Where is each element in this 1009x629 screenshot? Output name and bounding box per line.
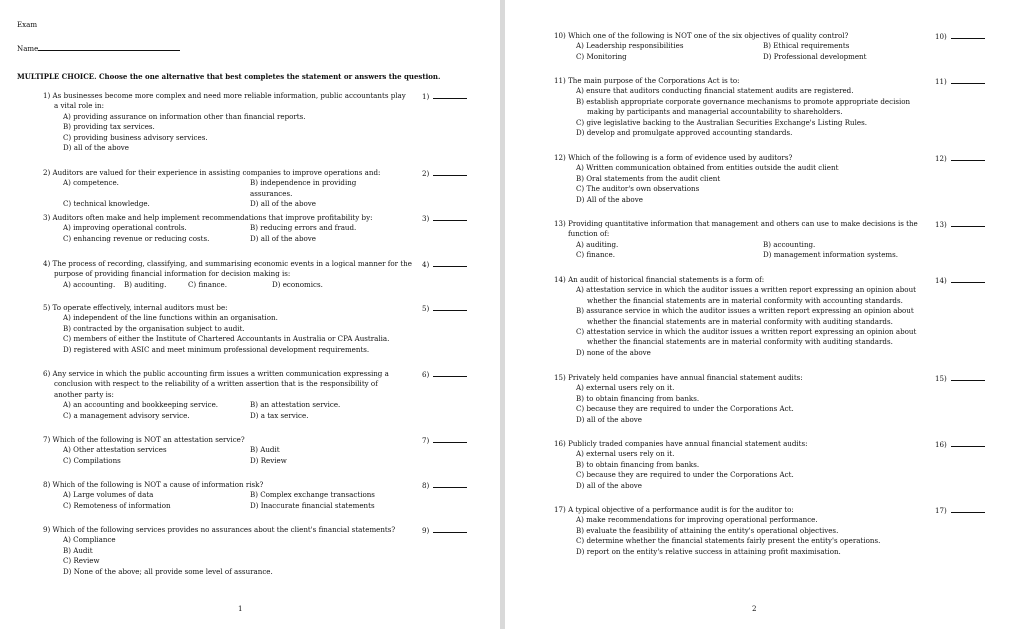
name-label: Name [17, 44, 39, 53]
option-c[interactable]: C) because they are required to under the Corporations Act. [576, 404, 794, 414]
option-a[interactable]: A) Leadership responsibilities [576, 41, 684, 51]
answer-blank[interactable] [433, 259, 467, 267]
option-d[interactable]: D) all of the above [250, 233, 317, 243]
option-a[interactable]: A) an accounting and bookkeeping service. [63, 400, 219, 410]
answer-slot-7: 7) [422, 435, 467, 446]
option-c[interactable]: C) because they are required to under the Corporations Act. [576, 470, 794, 480]
option-d[interactable]: D) develop and promulgate approved accounting standards. [576, 128, 793, 138]
option-a[interactable]: A) external users rely on it. [576, 449, 675, 459]
option-d[interactable]: D) None of the above; all provide some level of assurance. [63, 566, 273, 576]
question-stem: 11) The main purpose of the Corporations Act is to: [554, 76, 740, 85]
question-2 [43, 168, 423, 210]
question-stem: 7) Which of the following is NOT an attestation service? [43, 435, 245, 444]
question-6 [43, 369, 403, 421]
option-b[interactable]: B) evaluate the feasibility of attaining the entity's operational objectives. [576, 525, 839, 535]
question-4 [43, 259, 415, 290]
answer-slot-8: 8) [422, 480, 467, 491]
option-a[interactable]: A) make recommendations for improving operational performance. [576, 515, 818, 525]
option-c[interactable]: C) enhancing revenue or reducing costs. [63, 233, 210, 243]
exam-page-1 [0, 0, 500, 629]
question-stem: 8) Which of the following is NOT a cause of information risk? [43, 480, 264, 489]
answer-blank[interactable] [951, 275, 985, 283]
question-1 [43, 91, 411, 153]
option-b[interactable]: B) to obtain financing from banks. [576, 393, 700, 403]
answer-blank[interactable] [433, 480, 467, 488]
option-a[interactable]: A) ensure that auditors conducting financial statement audits are registered. [576, 86, 854, 96]
option-a[interactable]: A) improving operational controls. [63, 223, 187, 233]
instructions: MULTIPLE CHOICE. Choose the one alternative that best completes the statement or answers the question. [17, 72, 441, 81]
option-b[interactable]: B) accounting. [763, 239, 816, 249]
option-c[interactable]: C) determine whether the financial statements fairly present the entity's operations. [576, 536, 881, 546]
option-d[interactable]: D) All of the above [576, 194, 643, 204]
page-number: 2 [752, 604, 757, 613]
answer-slot-4: 4) [422, 259, 467, 270]
option-d[interactable]: D) economics. [272, 279, 323, 289]
name-blank[interactable] [38, 43, 180, 51]
answer-blank[interactable] [433, 303, 467, 311]
answer-slot-9: 9) [422, 525, 467, 536]
option-d[interactable]: D) all of the above [576, 414, 643, 424]
answer-blank[interactable] [951, 153, 985, 161]
answer-slot-2: 2) [422, 168, 467, 179]
question-stem: 13) Providing quantitative information that management and others can use to make decisions is the function of: [554, 219, 918, 239]
option-c[interactable]: C) finance. [188, 279, 227, 289]
question-stem: 17) A typical objective of a performance audit is for the auditor to: [554, 505, 794, 514]
option-d[interactable]: D) management information systems. [763, 250, 899, 260]
answer-slot-16: 16) [935, 439, 985, 450]
question-stem: 6) Any service in which the public accounting firm issues a written communication expressing a conclusion with respect to the reliability of a written assertion that is the responsibility of another party is: [43, 369, 389, 399]
option-a[interactable]: A) external users rely on it. [576, 383, 675, 393]
question-stem: 2) Auditors are valued for their experience in assisting companies to improve operations and: [43, 168, 381, 177]
answer-slot-3: 3) [422, 213, 467, 224]
option-d[interactable]: D) all of the above [576, 480, 643, 490]
question-stem: 10) Which one of the following is NOT one of the six objectives of quality control? [554, 31, 849, 40]
option-d[interactable]: D) Review [250, 455, 287, 465]
answer-blank[interactable] [951, 373, 985, 381]
option-b[interactable]: B) an attestation service. [250, 400, 341, 410]
question-15 [554, 373, 924, 425]
option-b[interactable]: B) independence in providing assurances. [250, 178, 357, 198]
question-11 [554, 76, 914, 138]
question-stem: 9) Which of the following services provides no assurances about the client's financial statements? [43, 525, 396, 534]
option-c[interactable]: C) technical knowledge. [63, 199, 150, 209]
option-a[interactable]: A) Large volumes of data [63, 490, 154, 500]
question-stem: 14) An audit of historical financial statements is a form of: [554, 275, 765, 284]
question-10 [554, 31, 924, 62]
option-c[interactable]: C) give legislative backing to the Australian Securities Exchange's Listing Rules. [576, 117, 867, 127]
answer-slot-1: 1) [422, 91, 467, 102]
option-a[interactable]: A) attestation service in which the auditor issues a written report expressing an opinion about whether the financial statements are in material conformity with accounting standards. [576, 285, 917, 305]
answer-slot-17: 17) [935, 505, 985, 516]
answer-blank[interactable] [951, 31, 985, 39]
option-d[interactable]: D) none of the above [576, 347, 651, 357]
question-stem: 4) The process of recording, classifying, and summarising economic events in a logical manner for the purpose of providing financial information for decision making is: [43, 259, 412, 279]
answer-blank[interactable] [951, 76, 985, 84]
question-13 [554, 219, 922, 261]
answer-blank[interactable] [433, 213, 467, 221]
question-3 [43, 213, 423, 244]
answer-blank[interactable] [433, 91, 467, 99]
answer-blank[interactable] [951, 439, 985, 447]
option-b[interactable]: B) Audit [63, 545, 93, 555]
answer-slot-15: 15) [935, 373, 985, 384]
option-c[interactable]: C) finance. [576, 250, 615, 260]
question-7 [43, 435, 423, 466]
answer-blank[interactable] [433, 168, 467, 176]
option-a[interactable]: A) auditing. [576, 239, 619, 249]
option-c[interactable]: C) Monitoring [576, 51, 627, 61]
option-b[interactable]: B) to obtain financing from banks. [576, 459, 700, 469]
question-stem: 3) Auditors often make and help implement recommendations that improve profitability by: [43, 213, 373, 222]
option-d[interactable]: D) Professional development [763, 51, 867, 61]
answer-blank[interactable] [433, 435, 467, 443]
option-b[interactable]: B) Audit [250, 445, 280, 455]
option-b[interactable]: B) reducing errors and fraud. [250, 223, 357, 233]
answer-slot-11: 11) [935, 76, 985, 87]
option-a[interactable]: A) competence. [63, 178, 119, 188]
option-b[interactable]: B) contracted by the organisation subject to audit. [63, 323, 245, 333]
option-d[interactable]: D) report on the entity's relative success in attaining profit maximisation. [576, 546, 841, 556]
option-a[interactable]: A) Compliance [63, 535, 116, 545]
option-a[interactable]: A) Written communication obtained from entities outside the audit client [576, 163, 839, 173]
option-b[interactable]: B) Complex exchange transactions [250, 490, 375, 500]
answer-blank[interactable] [951, 505, 985, 513]
option-c[interactable]: C) Remoteness of information [63, 500, 171, 510]
option-a[interactable]: A) Other attestation services [63, 445, 167, 455]
answer-slot-13: 13) [935, 219, 985, 230]
option-b[interactable]: B) Ethical requirements [763, 41, 850, 51]
option-c[interactable]: C) Review [63, 556, 100, 566]
answer-slot-6: 6) [422, 369, 467, 380]
option-b[interactable]: B) auditing. [124, 279, 167, 289]
answer-slot-10: 10) [935, 31, 985, 42]
page-number: 1 [238, 604, 243, 613]
question-9 [43, 525, 413, 577]
question-12 [554, 153, 924, 205]
question-stem: 12) Which of the following is a form of evidence used by auditors? [554, 153, 793, 162]
answer-slot-12: 12) [935, 153, 985, 164]
name-field [17, 43, 180, 54]
question-17 [554, 505, 924, 557]
option-d[interactable]: D) a tax service. [250, 410, 309, 420]
option-a[interactable]: A) independent of the line functions within an organisation. [63, 313, 278, 323]
option-a[interactable]: A) accounting. [63, 279, 116, 289]
question-stem: 15) Privately held companies have annual financial statement audits: [554, 373, 803, 382]
answer-blank[interactable] [433, 369, 467, 377]
option-b[interactable]: B) establish appropriate corporate governance mechanisms to promote appropriate decision making by participants and managerial accountability to shareholders. [576, 96, 911, 117]
option-d[interactable]: D) registered with ASIC and meet minimum professional development requirements. [63, 344, 370, 354]
question-14 [554, 275, 918, 358]
question-stem: 16) Publicly traded companies have annual financial statement audits: [554, 439, 808, 448]
question-stem: 5) To operate effectively, internal auditors must be: [43, 303, 228, 312]
exam-page-2 [505, 0, 1009, 629]
option-d[interactable]: D) Inaccurate financial statements [250, 500, 375, 510]
exam-label: Exam [17, 20, 38, 29]
option-d[interactable]: D) all of the above [250, 199, 317, 209]
option-c[interactable]: C) providing business advisory services. [63, 132, 208, 142]
answer-blank[interactable] [433, 525, 467, 533]
answer-blank[interactable] [951, 219, 985, 227]
option-b[interactable]: B) providing tax services. [63, 122, 155, 132]
option-c[interactable]: C) Compilations [63, 455, 121, 465]
option-c[interactable]: C) attestation service in which the auditor issues a written report expressing an opinion about whether the financial statements are in material conformity with auditing standards. [576, 327, 917, 347]
option-b[interactable]: B) assurance service in which the auditor issues a written report expressing an opinion about whether the financial statements are in material conformity with auditing standards. [576, 306, 914, 326]
question-16 [554, 439, 924, 491]
option-a[interactable]: A) providing assurance on information other than financial reports. [63, 111, 306, 121]
option-d[interactable]: D) all of the above [63, 143, 130, 153]
answer-slot-14: 14) [935, 275, 985, 286]
option-c[interactable]: C) members of either the Institute of Chartered Accountants in Australia or CPA Australia. [63, 334, 390, 344]
option-b[interactable]: B) Oral statements from the audit client [576, 173, 721, 183]
option-c[interactable]: C) a management advisory service. [63, 410, 190, 420]
question-stem: 1) As businesses become more complex and need more reliable information, public accountants play a vital role in: [43, 91, 406, 111]
option-c[interactable]: C) The auditor's own observations [576, 184, 700, 194]
question-8 [43, 480, 423, 511]
answer-slot-5: 5) [422, 303, 467, 314]
question-5 [43, 303, 413, 355]
